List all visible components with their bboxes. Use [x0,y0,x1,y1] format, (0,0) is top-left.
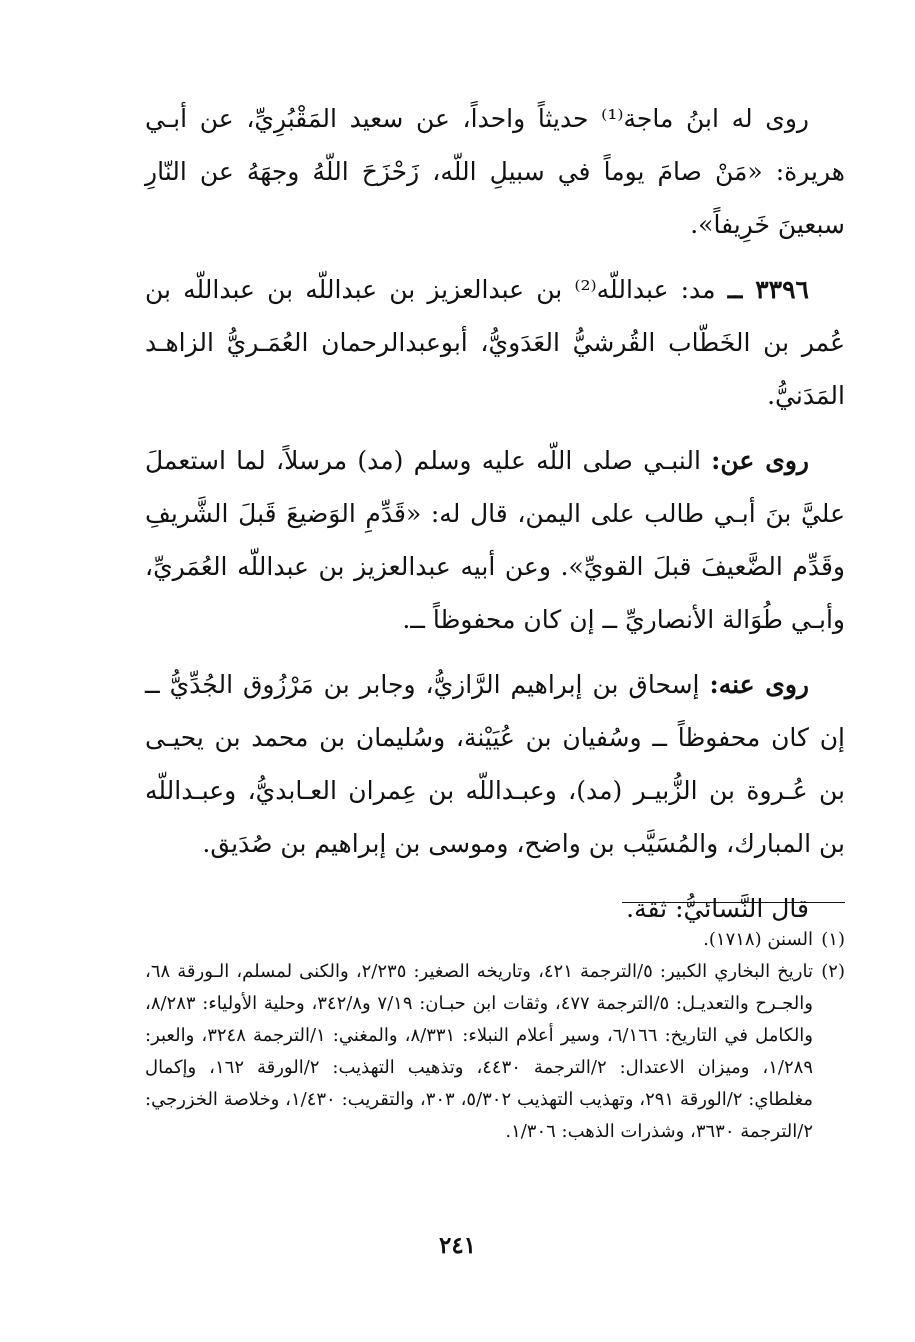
footnote-text: السنن (١٧١٨). [703,929,813,950]
paragraph-text: قال النَّسائيُّ: ثقة. [626,894,809,923]
paragraph-text: إسحاق بن إبراهيم الرَّازيُّ، وجابر بن مَرْزُوق الجُدِّيُّ ــ إن كان محفوظاً ــ وسُفيان بن عُيَيْنة، وسُليمان بن محمد بن يحيـى بن عُـروة بن الزُّبيـر (مد)، وعبـداللّه بن عِمران العـابديُّ، وعبـداللّه بن المبارك، والمُسَيَّب بن واضح، وموسى بن إبراهيم بن صُدَيق. [145,670,845,858]
footnote-2 [145,956,845,1148]
main-text [145,92,845,947]
paragraph-rawa-anhu [145,658,845,870]
footnote-1 [145,924,845,956]
page-number: ٢٤١ [438,1232,477,1259]
paragraph-text: النبـي صلى اللّه عليه وسلم (مد) مرسلاً، لما استعملَ عليَّ بنَ أبـي طالب على اليمن، قال له: «قَدِّمِ الوَضيعَ قَبلَ الشَّريفِ وقَدِّم الضَّعيفَ قبلَ القويِّ». وعن أبيه عبدالعزيز بن عبداللّه العُمَريِّ، وأبـي طُوَالة الأنصاريِّ ــ إن كان محفوظاً ــ. [145,446,845,634]
rawa-an-label: روى عن: [711,446,810,475]
entry-3396 [145,263,845,422]
footnote-separator [622,902,845,903]
footnotes [145,924,845,1148]
footnote-number: (١) [821,929,845,950]
footnote-number: (٢) [821,961,845,982]
footnote-text: تاريخ البخاري الكبير: ٥/الترجمة ٤٢١، وتاريخه الصغير: ٢/٢٣٥، والكنى لمسلم، الـورقة ٦٨، والجـرح والتعديـل: ٥/الترجمة ٤٧٧، وثقات ابن حبـان: ٧/١٩ و٣٤٢/٨، وحلية الأولياء: ٨/٢٨٣، والكامل في التاريخ: ٦/١٦٦، وسير أعلام النبلاء: ٨/٣٣١، والمغني: ١/الترجمة ٣٢٤٨، والعبر: ١/٢٨٩، وميزان الاعتدال: ٢/الترجمة ٤٤٣٠، وتذهيب التهذيب: ٢/الورقة ١٦٢، وإكمال مغلطاي: ٢/الورقة ٢٩١، وتهذيب التهذيب ٥/٣٠٢، ٣٠٣، والتقريب: ١/٤٣٠، وخلاصة الخزرجي: ٢/الترجمة ٣٦٣٠، وشذرات الذهب: ١/٣٠٦. [145,961,813,1142]
entry-number: ٣٣٩٦ ــ [727,275,809,304]
paragraph-ibn-majah [145,92,845,251]
paragraph-text: روى له ابنُ ماجة⁽¹⁾ حديثاً واحداً، عن سعيد المَقْبُرِيِّ، عن أبـي هريرة: «مَنْ صامَ يوماً في سبيلِ اللّه، زَحْزَحَ اللّهُ وجهَهُ عن النّارِ سبعينَ خَرِيفاً». [145,104,845,239]
entry-heading-text: مد: عبداللّه⁽²⁾ بن عبدالعزيز بن عبداللّه بن عبداللّه بن عُمر بن الخَطّاب القُرشيُّ العَدَويُّ، أبوعبدالرحمان العُمَـريُّ الزاهـد المَدَنيُّ. [145,275,845,410]
paragraph-rawa-an [145,434,845,646]
rawa-anhu-label: روى عنه: [709,670,810,699]
